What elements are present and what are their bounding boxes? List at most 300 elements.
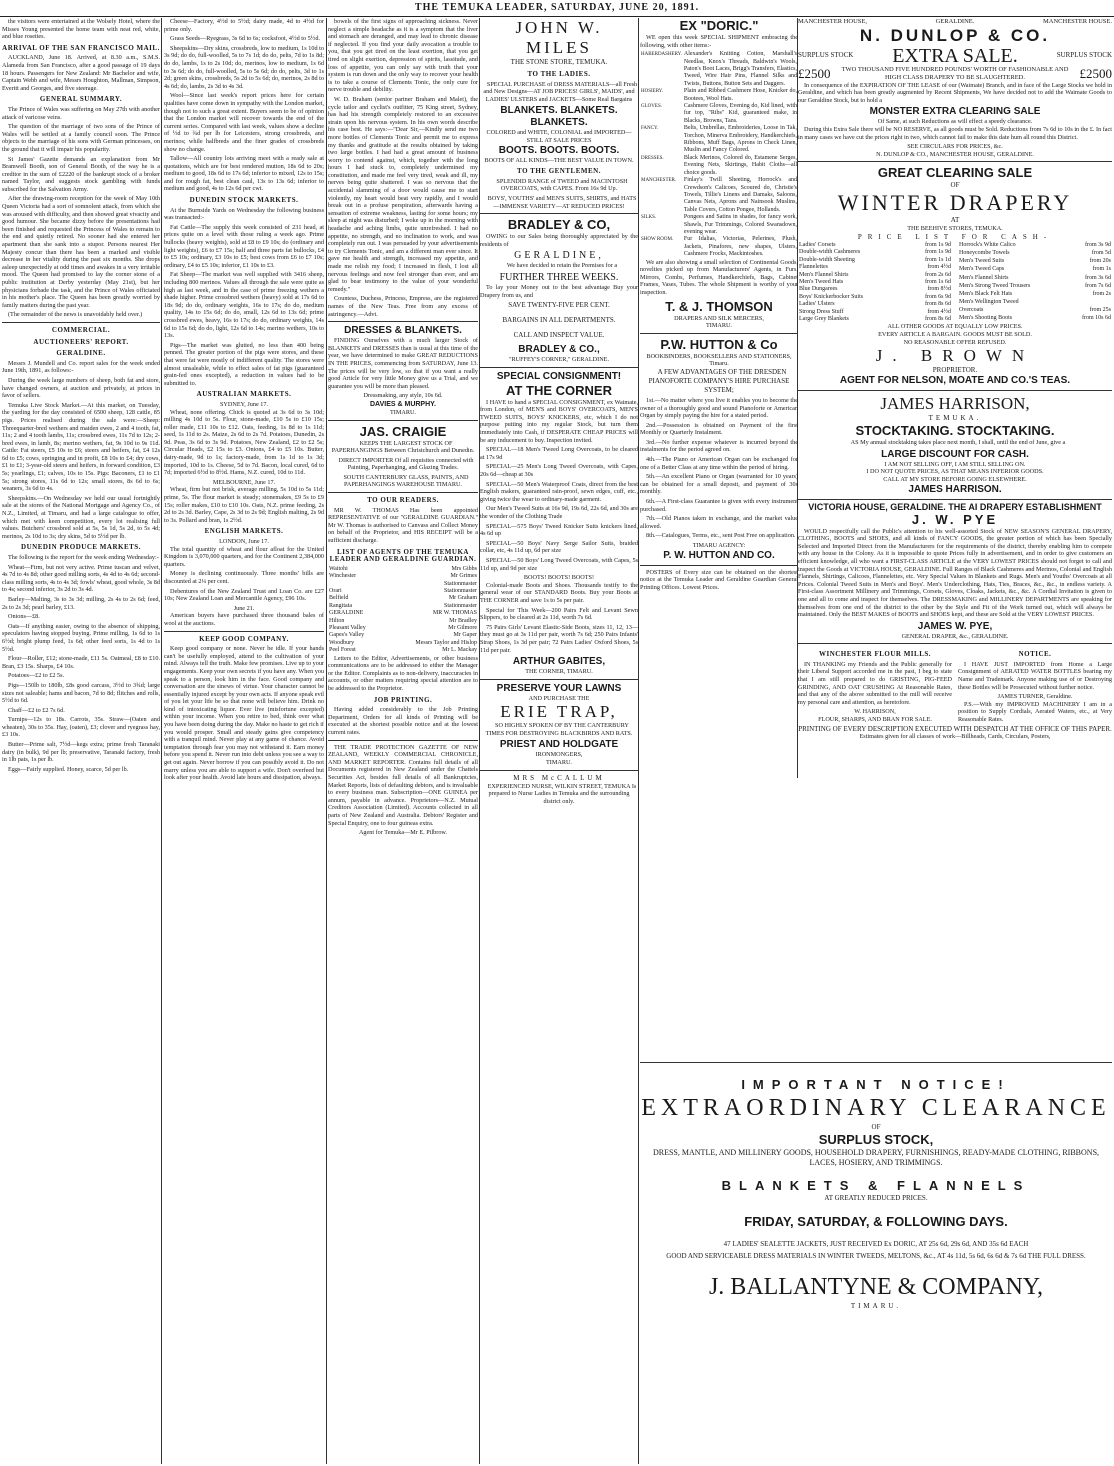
table-row	[640, 125, 798, 155]
stock-heading: DUNEDIN STOCK MARKETS.	[189, 196, 299, 205]
pye-text: WOULD respectfully call the Public's attention to his well-assorted Stock of NEW SEASON'S GENERAL DRAPERY, CLOTHING, BOOTS and SHOES, and all kinds of FANCY GOODS, the greater portion of which has been Specially Selected and Imported Direct from the Manufacturers for the requirements of the district, thereby enabling him to compete with any house in the Colony. As it is impossible to quote Prices fully in advertisement, and in order to give customers an efficient knowledge, all who want a FIRST-CLASS ARTICLE at the VERY LOWEST PRICES should not forget to call and inspect the Goods at VICTORIA HOUSE, GERALDINE. Full Ranges of Black Cashmeres and Merinos, Colonial and English Flannels, Shirtings, Calicoes, Flannelettes, etc. Very Special Values in Blankets and Rugs. Men's and Youths' Overcoats at all Prices. Colonial Tweed Suits in Men's and Boys'. Men's Underclothing, Hats, Ties, Braces, &c., &c., in endless variety. A First-class Assortment Millinery and Trimmings, Corsets, Gloves, Cloaks, Jackets, &c., &c. A Cordial Invitation is given to one and all to come and inspect for themselves. The DRESSMAKING and MILLINERY DEPARTMENTS are speaking for themselves from one end of the district to the other by the Style and Fit of the Work turned out, which will always be maintained. Only the BEST MAKES of BOOTS and SHOES kept, and these are Sold at the VERY LOWEST PRICES.	[798, 527, 1112, 619]
corner-paragraph: Our Men's Tweed Suits at 16s 9d, 19s 6d, 22s 6d, and 30s are the wonder of the Clothing Trade	[480, 505, 638, 520]
mail-text: AUCKLAND, June 18. Arrived, at 8.30 a.m., S.M.S. Alameda from San Francisco, after a good passage of 19 days 18 hours. Passengers for New Zealand: Mr Bachelor and wife, Captain Webb and wife, Messrs Houghton, Mallman, Simpson, Everitt and Georges, and five steerage.	[2, 54, 160, 92]
great-clearing-heading: GREAT CLEARING SALE	[877, 165, 1033, 181]
table-row	[958, 275, 1112, 283]
doric-category: HOSIERY.	[641, 89, 663, 95]
stock-paragraph: At the Burnside Yards on Wednesday the following business was transacted:-	[164, 206, 324, 222]
corner-paragraph: Colonial-made Boots and Shoes. Thousands testify to the general wear of our STANDARD Boots. Buy your Boots at THE CORNER and save 1s to 5s per pair.	[480, 581, 638, 604]
boots-sub: BOOTS OF ALL KINDS—THE BEST VALUE IN TOWN.	[484, 156, 634, 164]
tea-ad: Countess, Duchess, Princess, Empress, are the registered names of the New Teas. Free from any excess of astringency.—Advt.	[328, 295, 478, 318]
intro-text: the visitors were entertained at the Wolsely Hotel, where the Misses Young presented the home team with neat red, white, and blue rosettes.	[2, 18, 160, 41]
gentlemen-heading: TO THE GENTLEMEN.	[517, 167, 601, 176]
ballantyne-ad	[640, 1062, 1112, 1463]
bargain-line: EVERY ARTICLE A BARGAIN. GOODS MUST BE SOLD.	[878, 331, 1032, 338]
corner-paragraph: Special for This Week—200 Pairs Felt and Levant Sewn Slippers, to be cleared at 2s 11d, worth 7s 6d.	[480, 606, 638, 622]
mills-text: IN THANKING my Friends and the Public generally for their Liberal Support accorded me in the past, I beg to state that I am still prepared to do GRISTING, PIG-FEED GRINDING, AND OAT CRUSHING At Reasonable Rates, and that any of the above submitted to the mill will receive my personal care and attention, as heretofore.	[798, 660, 952, 706]
job-heading: JOB PRINTING.	[373, 695, 433, 704]
table-row	[798, 309, 952, 316]
advantage-item: 3rd.—No further expense whatever is incurred beyond the instalments for the period agreed on.	[640, 438, 798, 454]
advantage-item: 5th.—An excellent Piano or Organ (warranted for 10 years) can be obtained for a small deposit, and payment of 30s monthly.	[640, 473, 798, 496]
stock-paragraph: Fat Cattle—The supply this week consisted of 231 head, at prices quite on a level with those ruling a week ago. Prime bullocks (heavy weights), sold at £8 to £9 10s; do (ordinary and light weights), £6 to £7 15s; half and three parts fat bullocks, £4 to £5 10s; ordinary, £3 10s to £5; best cows from £6 to £7 10s; ordinary, £4 to £5 10s; inferior, £1 10s to £3.	[164, 223, 324, 269]
market-paragraph: Sheepskins—Dry skins, crossbreds, low to medium, 1s 10d to 3s 9d; do do, full-woolled, 5s to 7s 1d; do do, pelts, 7d to 1s 8d; do do, lambs, 1s to 2s 10d; do, merinos, low to medium, 1s 6d to 3s 6d; do do, full-woolled, 5s to 5s 6d; do do, pelts, 3d to 1s 2d; green skins, crossbreds, 5s 2d to 5s 6d; do, merinos, 2s 8d to 4s 6d; do, lambs, 2s 3d to 4s 3d.	[164, 44, 324, 90]
hutton-sub: BOOKBINDERS, BOOKSELLERS AND STATIONERS,	[646, 352, 792, 360]
reserve-text: During this Extra Sale there will be NO RESERVE, as all goods must be Sold. Reductions from 7s 6d to 10s in the £. In fact in many cases we have cut the prices right in two, which cannot fail to make this date hum all round this District.	[798, 125, 1112, 141]
company-heading: KEEP GOOD COMPANY.	[199, 634, 289, 643]
at-line: AT	[950, 216, 960, 225]
english-heading: ENGLISH MARKETS.	[204, 527, 284, 536]
price-value: from 4½d	[927, 308, 951, 315]
blankets-sub: COLORED and WHITE, COLONIAL and IMPORTED—STILL AT SALE PRICES	[486, 129, 632, 144]
corner-paragraph: BOOTS! BOOTS! BOOTS!	[523, 574, 595, 582]
readers-text: MR W. THOMAS Has been appointed REPRESENTATIVE of our "GERALDINE GUARDIAN." Mr W. Thomas is authorised to Canvass and Collect Money on behalf of the Proprietor, and HIS RECEIPT will be a sufficient discharge.	[328, 506, 478, 545]
mccallum-name: MRS McCALLUM	[513, 773, 605, 782]
bradley-line: We have decided to retain the Premises for a	[506, 262, 618, 270]
two-thousand: TWO THOUSAND FIVE HUNDRED POUNDS' WORTH OF FASHIONABLE AND HIGH CLASS DRAPERY TO BE SLAUGHTERED.	[841, 66, 1069, 81]
letters-text: Letters to the Editor, Advertisements, or other business communications are to be addressed to either the Manager or the Editor. Complaints as to non-delivery, inaccuracies in accounts, or other matters requiring special attention are to be addressed to the Proprietor.	[328, 654, 478, 693]
corner-paragraph: SPECIAL—50 Boys' Navy Serge Sailor Suits, braided collar, etc, 4s 11d up, 6d per size	[480, 539, 638, 555]
bradley-place: "RUFFEY'S CORNER," GERALDINE.	[508, 356, 610, 364]
doric-heading: EX "DORIC."	[679, 18, 759, 33]
job-text: Having added considerably to the Job Printing Department, Orders for all kinds of Printing will be executed at the shortest possible notice and at the lowest current rates.	[328, 706, 478, 737]
table-row	[958, 283, 1112, 291]
boys-text: BOYS', YOUTHS' and MEN'S SUITS, SHIRTS, and HATS—IMMENSE VARIETY—AT REDUCED PRICES!	[487, 194, 637, 210]
price-list-heading: PRICE LIST FOR CASH-	[857, 232, 1053, 241]
no-offer-line: NO REASONABLE OFFER REFUSED.	[903, 338, 1007, 346]
table-row	[640, 155, 798, 177]
manchester-mid: GERALDINE.	[935, 18, 975, 25]
gabites-place: THE CORNER, TIMARU.	[525, 668, 593, 676]
protection-text: THE TRADE PROTECTION GAZETTE OF NEW ZEALAND, WEEKLY COMMERCIAL CHRONICLE, AND MARKET REPORTER. Contains full details of all Documents registered in New Zealand under the Chattels Securities Act, besides full details of all Bankruptcies, Market Reports, lists of defaulting debtors, and is invaluable to every business man. Subscription—ONE GUINEA per annum, payable in advance. Proprietors—N.Z. Mutual Creditors Association (Limited). Accounts collected in all parts of New Zealand and Australia. Debtors' Register and Special Enquiry, one to four guineas extra.	[328, 743, 478, 827]
agent-place: Gapes's Valley	[329, 632, 365, 639]
stock-text: AS My annual stocktaking takes place next month, I shall, until the end of June, give a	[850, 439, 1066, 447]
corner-heading: AT THE CORNER	[506, 382, 612, 398]
mills-block	[798, 647, 952, 725]
produce-paragraph: Onions—£8.	[8, 613, 40, 621]
doric-goods: Black Merinos, Colored do, Estamene Serges, Evening Nets, Skirtings, Habit Cloths—all choice goods.	[683, 154, 797, 176]
produce-paragraph: Butter—Prime salt, 7½d—kegs extra; prime fresh Taranaki dairy (in bulk), 9d per lb; preservative, Taranaki factory, fresh in 1lb pats, 1s per lb.	[2, 741, 160, 764]
stock-paragraph: Pigs—The market was glutted, no less than 400 being penned. The greater portion of the pigs were stores, and these that were fat were mostly of indifferent quality. The stores were almost unsaleable, while to effect sales of fat pigs (guaranteed grain-fed ones excepted), a reduction in values had to be submitted to.	[164, 341, 324, 387]
divider	[480, 367, 638, 368]
advantage-item: 1st.—No matter where you live it enables you to become the owner of a thoroughly good and sound Pianoforte or American Organ by simply paying the hire for a stated period.	[640, 396, 798, 420]
agent-name: Stationmaster	[444, 602, 477, 609]
price-value: from 2s	[1092, 290, 1111, 297]
summary-paragraph: The Prince of Wales was suffering on May 27th with another attack of varicose veins.	[2, 105, 160, 121]
price-item: Men's Flannel Shirts	[799, 271, 849, 278]
table-row	[640, 103, 798, 125]
english-paragraph: The total quantity of wheat and flour afloat for the United Kingdom is 3,070,000 quarters, and for the Continent 2,384,000 quarters.	[164, 545, 324, 568]
price-value: from 8½d	[927, 286, 951, 293]
doric-category: SHOW ROOM.	[641, 237, 674, 243]
table-row	[328, 632, 478, 639]
auction-paragraph: Temuka Live Stock Market.—At this market, on Tuesday, the yarding for the day consisted of 6500 sheep, 128 cattle, 85 pigs. Prices realised during the sale were:—Sheep: Threequarter-bred wethers and maiden ewes, 2 and 4 tooth, fat, 11s; 2 and 4 tooth lambs, 11s; crossbred ewes, 11s 7d to 12s; 2-bred ewes, in lamb, 8s; merino wethers, fat, 9s 10d to 9s 11d. Cattle: Fat steers, £5 10s to £6; steers and heifers, fat, £4 12s 6d to £5; cows, springing and in profit, £8 10s to £4; dry cows, £1 to £1; 3-year-old steers and heifers, in forward condition, £3 5s; yearlings, £1; calves, 10s to 15s. Pigs: Baconers, £1 to £1 5s; strong stores, 11s 6d to 12s; small stores, 8s 6d to 6s; weaners, 3s 6d to 4s.	[2, 401, 160, 493]
price-value: from 3s 9d	[1085, 241, 1111, 248]
table-row	[798, 272, 952, 279]
dateline: LONDON, June 17.	[219, 538, 269, 545]
agent-place: Belfield	[329, 595, 349, 602]
amount-right: £2500	[1079, 65, 1112, 81]
surplus-left: SURPLUS STOCK	[798, 51, 854, 60]
doric-table	[640, 51, 798, 258]
monster-sub: Of Same, at such Reductions as will effect a speedy clearance.	[877, 118, 1033, 126]
bradley-line: SAVE TWENTY-FIVE PER CENT.	[508, 301, 610, 310]
price-item: Men's Shooting Boots	[959, 315, 1013, 322]
surplus-heading: SURPLUS STOCK,	[818, 1132, 934, 1147]
table-row	[328, 588, 478, 595]
table-row	[640, 236, 798, 258]
miles-name: JOHN W. MILES	[515, 18, 603, 57]
divider	[640, 565, 798, 566]
divider	[798, 499, 1112, 500]
agent-name: Mr Gilmore	[448, 625, 477, 632]
price-value: from 1s 1d	[925, 256, 951, 263]
priest-sub: IRONMONGERS,	[535, 751, 583, 759]
table-row	[798, 301, 952, 308]
auction-subheading: GERALDINE.	[56, 349, 106, 358]
boots-heading: BOOTS. BOOTS. BOOTS.	[498, 144, 620, 156]
price-table-left	[798, 242, 952, 323]
davies-place: TIMARU.	[390, 408, 416, 416]
ladies-heading: TO THE LADIES.	[527, 70, 591, 78]
price-item: Men's Tweed Hats	[799, 278, 844, 285]
corner-paragraph: I HAVE to hand a SPECIAL CONSIGNMENT, ex Waimate, from London, of MEN'S and BOYS' OVERCOATS, MEN'S TWEED SUITS, BOYS' KNICKERS, etc, which I do not purpose putting into my regular Stock, but turn them immediately into Cash, if DESPERATE CHEAP PRICES will be any inducement to buy. Inspection invited.	[480, 398, 638, 444]
market-paragraph: Wool—Since last week's report prices here for certain qualities have come down in sympathy with the London market, though not to such a great extent. Buyers seem to be of opinion that the London market will recover towards the end of the current series. Compared with last week, values show a decline of ½d to ¾d per lb for Leicesters, strong crossbreds, and merinos; while halfbreds and the finer grades of crossbreds show no change.	[164, 92, 324, 153]
erie-text: SO HIGHLY SPOKEN OF BY THE CANTERBURY TIMES FOR DESTROYING BLACKBIRDS AND RATS.	[485, 722, 633, 737]
divider	[480, 679, 638, 680]
manchester-header	[798, 18, 1112, 26]
table-row	[958, 266, 1112, 274]
table-row	[640, 51, 798, 88]
table-row	[958, 258, 1112, 266]
not-quote: I DO NOT QUOTE PRICES, AS THAT MEANS INFERIOR GOODS.	[866, 468, 1044, 476]
divider	[2, 322, 160, 323]
agent-name: Mr Bradley	[449, 617, 477, 624]
bradley-sign: BRADLEY & CO.,	[518, 344, 600, 356]
bradley-line: CALL AND INSPECT VALUE.	[513, 331, 605, 340]
produce-heading: DUNEDIN PRODUCE MARKETS.	[21, 543, 141, 552]
beehive-line: THE BEEHIVE STORES, TEMUKA.	[907, 225, 1003, 233]
dunlop-sign: N. DUNLOP & CO., MANCHESTER HOUSE, GERALDINE.	[876, 150, 1034, 158]
priest-heading: PRIEST AND HOLDGATE	[499, 739, 619, 751]
corner-paragraph: SPECIAL—18 Men's Tweed Long Overcoats, to be cleared at 17s 9d	[480, 446, 638, 461]
table-row	[958, 291, 1112, 299]
australian-paragraph: Wheat, none offering. Chick is quoted at 3s 6d to 3s 10d; milling 4s 10d to 5s. Flour, stone-made, £10 5s to £10 15s; roller made, £11 10s to £12. Oats, feeding, 1s 8d to 1s 11d; seed, 1s 11d to 2s. Maize, 2s 6d to 2s 7d. Potatoes, Dunedin, 2s 9d. Peas, 3s 6d to 3s 9d. Potatoes, New Zealand, £2 to £2 5s; Circular Heads, £2 15s to £3. Onions, £4 to £5 10s. Butter, dairy-made, 9d to 1s; factory-made, from 1s 1d to 1s 3d; imported, 10d to 1s. Cheese, 5d to 7d. Bacon, local cured, 6d to 7d; imported 6½d to 8½d. Hams, N.Z. cured, 10d to 11d.	[164, 408, 324, 477]
price-value: from 1s 9d	[925, 249, 951, 256]
priest-place: TIMARU.	[546, 759, 572, 767]
call-store: CALL AT MY STORE BEFORE GOING ELSEWHERE.	[883, 475, 1027, 483]
australian-paragraph: Wheat, firm but not brisk, average milling, 5s 10d to 5s 11d; prime, 5s. The flour market is steady; stonemakes, £9 5s to £9 15s; roller makes, £10 to £10 10s. Oats, N.Z. prime feeding, 2s 2d to 2s 3d. Barley, Cape, 2s 3d to 2s 9d; English malting, 2s 9d to 3s. Pollard and bran, 1s 2½d.	[164, 486, 324, 524]
divider	[328, 420, 478, 421]
produce-paragraph: Turnips—12s to 18s. Carrots, 35s. Straw—(Oaten and wheaten), 30s to 35s. Hay, (oaten), £3; clover and ryegrass hay, £3 10s.	[2, 716, 160, 739]
doric-goods: Pongees and Satins in shades, for fancy work, Shawls, Fur Trimmings, Colored Swansdown, evening wear.	[683, 214, 797, 235]
thomson-sub: DRAPERS AND SILK MERCERS,	[674, 314, 764, 322]
divider	[480, 213, 638, 214]
price-value: from 20s	[1089, 258, 1111, 265]
ps-text: P.S.—With my IMPROVED MACHINERY I am in a position to Supply Cordials, Aerated Waters, etc., at Very Reasonable Rates.	[958, 700, 1112, 724]
auction-paragraph: During the week large numbers of sheep, both fat and store, have changed owners, at auction and privately, at prices in favor of sellers.	[2, 376, 160, 400]
of-line: OF	[871, 1123, 881, 1131]
price-value: from 10s 6d	[1082, 315, 1111, 322]
table-row	[640, 214, 798, 236]
notice-text: I HAVE JUST IMPORTED from Home a Large Consignment of AERATED WATER BOTTLES bearing my Name and Trademark. Anyone making use of or Destroying these Bottles will be Prosecuted without further notice.	[958, 660, 1112, 691]
agent-place: GERALDINE	[329, 610, 364, 617]
doric-goods: Cashmere Gloves, Evening do, Kid lined, with fur top, "Ribs" Kid, guaranteed make, in Blacks, Browns, Tans.	[683, 103, 797, 124]
table-row	[328, 647, 478, 654]
table-row	[328, 618, 478, 625]
column-ads-left	[328, 18, 478, 1464]
mills-sign: W. HARRISON,	[854, 708, 896, 716]
price-list	[798, 242, 1112, 323]
english-paragraph: Debentures of the New Zealand Trust and Loan Co. are £27 10s; New Zealand Loan and Mercantile Agency, £96 10s.	[164, 587, 324, 603]
advantage-item: 2nd.—Possession is obtained on Payment of the first Monthly or Quarterly Instalment.	[640, 421, 798, 437]
price-item: Ladies' Ulsters	[799, 301, 835, 308]
agency-heading: TIMARU AGENCY:	[692, 542, 746, 549]
stocktaking-heading: STOCKTAKING. STOCKTAKING.	[855, 423, 1055, 439]
dateline: June 21.	[233, 604, 255, 612]
agent-place: Waitohi	[329, 565, 348, 572]
price-value: from 5d	[1091, 250, 1111, 257]
table-row	[328, 603, 478, 610]
bradley-line: To lay your Money out to the best advantage Buy your Drapery from us, and	[480, 283, 638, 299]
table-row	[640, 88, 798, 103]
doric-category: DRESSES.	[641, 155, 664, 161]
bradley-line: GERALDINE,	[514, 250, 604, 262]
corner-paragraph: SPECIAL—575 Boys' Tweed Knicker Suits knickers lined, 4s 6d up	[480, 522, 638, 538]
dateline: MELBOURNE, June 17.	[212, 478, 276, 486]
flour-line: FLOUR, SHARPS, AND BRAN FOR SALE.	[818, 716, 932, 724]
price-item: Honeycombe Towels	[959, 250, 1010, 257]
doric-category: MANCHESTER.	[641, 178, 677, 184]
price-value: from 25s	[1089, 307, 1111, 314]
greatly-line: AT GREATLY REDUCED PRICES.	[824, 1194, 928, 1202]
stock-paragraph: Fat Sheep—The market was well supplied with 3416 sheep, including 800 merinos. Values all through the sale were quite as high as last week, and in the case of prime freezing wethers a shade higher. Prime crossbred wethers (heavy) sold at 17s 6d to 18s 9d; do do, ordinary weights, 16s to 17s; do do, medium quality, 14s to 15s 6d; do do, small, 12s 6d to 13s 6d; prime crossbred ewes, heavy, 16s to 17s; do do, ordinary weights, 14s 6d to 15s 6d; do do, light, 12s 6d to 14s; merino wethers, 10s to 13s.	[164, 271, 324, 340]
pye-name: J. W. PYE	[911, 511, 999, 527]
price-item: Strong Dress Stuff	[799, 308, 844, 315]
other-goods: ALL OTHER GOODS AT EQUALLY LOW PRICES.	[887, 323, 1023, 331]
doric-category: SILKS.	[641, 215, 657, 221]
table-row	[958, 250, 1112, 258]
price-item: Flannelettes	[799, 264, 828, 271]
harrison-name: JAMES HARRISON,	[880, 394, 1030, 414]
bradley-line: OWING to our Sales being thoroughly appreciated by the residents of	[480, 233, 638, 248]
auction-heading: AUCTIONEERS' REPORT.	[33, 337, 129, 346]
divider	[328, 321, 478, 322]
corner-paragraph: SPECIAL—50 Men's Waterproof Coats, direct from the best English makers, guaranteed rain-proof, sewn edges, cuff, etc., giving twice the wear to ordinary-made garment.	[480, 480, 638, 503]
auction-paragraph: Messrs J. Mundell and Co. report sales for the week ended June 19th, 1891, as follows:-	[2, 359, 160, 375]
gabites-name: ARTHUR GABITES,	[512, 656, 606, 668]
printing-line: PRINTING OF EVERY DESCRIPTION EXECUTED WITH DESPATCH AT THE OFFICE OF THIS PAPER.	[798, 724, 1112, 733]
divider	[328, 492, 478, 493]
divider	[798, 390, 1112, 391]
monster-heading: MONSTER EXTRA CLEARING SALE	[869, 106, 1041, 118]
hutton-heading: P.W. HUTTON & Co	[660, 336, 778, 352]
amount-row	[798, 66, 1112, 82]
price-item: Horrock's White Calico	[959, 241, 1016, 248]
price-value	[1066, 299, 1112, 307]
amount-left: £2500	[798, 65, 831, 81]
special-heading: SPECIAL CONSIGNMENT!	[496, 370, 622, 382]
dressmaking-line: Dressmaking, any style, 10s 6d.	[363, 392, 443, 400]
bradley-heading: BRADLEY & CO,	[507, 217, 611, 233]
agency-name: P. W. HUTTON AND CO.	[663, 549, 775, 561]
price-table-right	[958, 242, 1112, 323]
english-paragraph: American buyers have purchased three thousand bales of wool at the auctions.	[164, 612, 324, 627]
thomson-place: TIMARU.	[706, 322, 732, 330]
dateline: SYDNEY, June 17.	[219, 400, 268, 408]
not-selling: I AM NOT SELLING OFF, I AM STILL SELLING ON.	[884, 460, 1026, 468]
mccallum-text: EXPERIENCED NURSE, WILKIN STREET, TEMUKA Is prepared to Nurse Ladies in Temuka and the surrounding district only.	[487, 782, 637, 805]
price-value: from 4½d	[927, 264, 951, 271]
produce-paragraph: Pigs—150lb to 180lb, £8s good carcass, 3½d to 3¾d; large sizes not saleable; hams and bacon, 7d to 8d; flitches and rolls, 5½d to 6d.	[2, 681, 160, 705]
doric-category: GLOVES.	[641, 104, 662, 110]
commercial-heading: COMMERCIAL.	[51, 325, 111, 334]
price-item: Ladies' Corsets	[799, 241, 836, 248]
table-row	[958, 315, 1112, 323]
advantage-item: 4th.—The Piano or American Organ can be exchanged for one of a Better Class at any time within the period of hiring.	[640, 456, 798, 471]
harrison-place: TEMUKA.	[928, 414, 982, 423]
doric-category: FANCY.	[641, 126, 659, 132]
hutton-place: Timaru.	[709, 360, 729, 368]
doric-also: We are also showing a small selection of Continental Goods, novelties picked up from Manufacturers' Agents, in Furs, Mirrors, Combs, Perfumes, Handkerchiefs, Bags, Cabinet Frames, Vases, Tubes. The whole Shipment is worthy of your inspection.	[640, 258, 798, 296]
ladies-text: SPECIAL PURCHASE of DRESS MATERIALS—all Fresh and New Designs—AT JOB PRICES! GIRLS', MAIDS', and LADIES' ULSTERS and JACKETS—Some Real Bargains	[483, 80, 638, 103]
thomson-heading: T. & J. THOMSON	[665, 298, 773, 314]
summary-paragraph: St James' Gazette demands an explanation from Mr Bramwell Booth, son of General Booth, of the way he is a creditor in the sum of £2220 of the bankrupt stock of a broker named Taylor, and suggests stock gambling with funds subscribed for the Salvation Army.	[2, 155, 160, 193]
large-discount: LARGE DISCOUNT FOR CASH.	[881, 448, 1029, 460]
advantages-heading: A FEW ADVANTAGES OF THE DRESDEN PIANOFORTE COMPANY'S HIRE PURCHASE SYSTEM;	[648, 367, 790, 394]
divider	[798, 643, 1112, 644]
doric-goods: Belts, Umbrellas, Embroideries, Loose in Tak, Torchon, Minerva Embroidery, Handkerchiefs, Ribbons, Muff Bags, Aprons in Check Linen, Muslin and Fancy Colored.	[683, 125, 797, 154]
price-item: Blue Dungarees	[799, 286, 838, 293]
produce-paragraph: Eggs—Fairly supplied. Honey, scarce, 5d per lb.	[8, 765, 129, 773]
gentlemen-text: SPLENDID RANGE of TWEED and MACINTOSH OVERCOATS, with CAPES. From 16s 9d Up.	[496, 177, 628, 193]
agent-place: Woodbury	[329, 639, 355, 646]
price-value: from 1s	[1092, 266, 1111, 273]
price-value: from 2s 6d	[925, 271, 951, 278]
doric-goods: Plain and Ribbed Cashmere Hose, Knicker do, Bootees, Wool Hats.	[683, 88, 797, 102]
surplus-right: SURPLUS STOCK	[1056, 51, 1112, 60]
agent-place: Hilton	[329, 617, 345, 624]
advantage-item: 8th.—Catalogues, Terms, etc., sent Post Free on application.	[646, 532, 796, 540]
price-item: Men's Tweed Suits	[959, 258, 1005, 265]
company-paragraph: Keep good company or none. Never be idle. If your hands can't be usefully employed, attend to the cultivation of your mind. Always tell the truth. Make few promises. Live up to your engagements. Keep your own secrets if you have any. When you speak to a person, look him in the face. Good company and conversation are the sinews of virtue. Your character cannot be essentially injured except by your own acts. If anyone speak evil of you let your life be so that none will believe him. Drink no kind of intoxicating liquor. Ever live (misfortune excepted) within your income. When you retire to bed, think over what you have been doing during the day. Make no haste to get rich if you would prosper. Small and steady gains give competency with a tranquil mind. Never play at any game of chance. Avoid temptation through fear you may not withstand it. Earn money before you spend it. Never run into debt unless you see a way to get out again. Never borrow if you can possibly avoid it. Do not marry unless you are able to support a wife. Don't overfeed but look after your health. Avoid late hours and dissipation, always.	[164, 645, 324, 782]
notice-sign: JAMES TURNER, Geraldine.	[997, 693, 1073, 701]
pye-sign: JAMES W. PYE,	[917, 620, 993, 632]
tonic-paragraph: W. D. Braham (senior partner Braham and Malet), the cycle tailor and cyclist's outfitter, 75 King street, Sydney, has had his strength completely restored to an excessive strain upon his nervous system. In his own words describe his case best. He says:—"Dear Sir,—Kindly send me two more bottles of Clements Tonic and permit me to express my thanks and gratitude at the results obtained by taking two large bottles. I had had a great amount of business worry to contend against, which, together with the long hours I had stuck to, completely undermined my constitution, and made me feel very tired, weak and ill, my nerves being quite shattered. I was so nervous that the accidental slamming of a door would cause me to start violently, my heart would beat very rapidly, and I would break out in a profuse perspiration, afterwards having a sensation of extreme weakness, lasting for some hours; my sleep at night was disturbed; I woke up in the morning with headache and aching limbs, quite unrefreshed. I had no appetite, no strength, and no inclination to work, and was completely run out. I was persuaded by your advertisements to try Clements Tonic, and am a different man ever since. It gave me health and strength, increased my appetite, and made me relish my food; I increased in flesh, I lost all nervous feelings and now feel stronger than ever, and am glad to bear testimony to the value of your wonderful remedy."	[328, 95, 478, 293]
mills-notice-row	[798, 647, 1112, 725]
craigie-text: KEEPS THE LARGEST STOCK OF PAPERHANGINGS Between Christchurch and Dunedin.	[331, 439, 475, 455]
table-row	[328, 640, 478, 647]
price-value: from 8s 6d	[925, 316, 951, 322]
auction-paragraph: Sheepskins.—On Wednesday we held our usual fortnightly sale at the stores of the National Mortgage and Agency Co., of N.Z., Limited, at Timaru, and had a large catalogue to offer, which met with keen competition, every lot realising full values. Butchers' crossbred sold at 5s, 5s 1d, 5s 2d, to 5s 4d; merinos, 2s 10d to 3s; dry skins, 5d to 5½d per lb.	[2, 494, 160, 540]
produce-paragraph: Barley—Malting, 3s to 3s 3d; milling, 2s 4s to 2s 6d; feed, 2s to 2s 3d; pearl barley, £13.	[2, 595, 160, 611]
of-line: OF	[950, 181, 960, 190]
divider	[640, 333, 798, 334]
price-item: Double-width Cashmeres	[799, 249, 861, 256]
bradley-line: FURTHER THREE WEEKS.	[499, 271, 619, 283]
doric-goods: Alexander's Knitting Cotton, Marshall's Needlas, Knox's Threads, Baldwin's Wools, Paton's Boot Laces, Brigg's Transfers, Elastics, Tweed, Wire Hair Pins, Flannel Silks and Twists, Buttons, Button Sets and Daggers.	[683, 51, 797, 87]
summary-paragraph: After the drawing-room reception for the week of May 10th Queen Victoria had a sort of somnolent attack, from which she was aroused with difficulty, and then showed great vivacity and good humour. She became dizzy before the presentations had been finished and requested the Princess of Wales to remain to the end and quietly retired. No sooner had she entered her apartment than she sank into a stupor. Persons nearest Her Majesty concur than there has been a marked and visible decrease in her vitality during the past six months. She drops asleep unexpectedly at odd times and awakes in a very irritable mood. The Queen had promised to lay the corner stone of a public institution at Derby yesterday (May 21st), but her physicians forbade the task, and the Prince of Wales officiated in his mother's place. The Queen has been greatly worried by family matters during the past year.	[2, 195, 160, 309]
price-item: Men's Tweed Caps	[959, 266, 1005, 273]
agent-name: Mr L. Mackay	[442, 647, 477, 654]
agent-place: Orari	[329, 588, 342, 595]
produce-paragraph: Flour—Roller, £12; stone-made, £11 5s. Oatmeal, £8 to £10. Bran, £3 15s. Sharps, £4 10s.	[2, 655, 160, 670]
produce-paragraph: Oats—If anything easier, owing to the absence of shipping, speculators having stopped buying. Prime milling, 1s 6d to 1s 6½d; bright plump feed, 1s 6d; other feed sorts, 1s 4d to 1s 5½d.	[2, 622, 160, 653]
australian-heading: AUSTRALIAN MARKETS.	[196, 390, 292, 399]
column-rule	[326, 18, 327, 1464]
produce-paragraph: The following is the report for the week ending Wednesday:-	[8, 554, 159, 561]
dunlop-heading: N. DUNLOP & CO.	[859, 25, 1051, 45]
pye-sub: GENERAL DRAPER, &c., GERALDINE.	[901, 632, 1009, 640]
purchase-line: AND PURCHASE THE	[528, 694, 590, 702]
davies-name: DAVIES & MURPHY.	[370, 400, 436, 408]
ballantyne-name: J. BALLANTYNE & COMPANY,	[708, 1274, 1044, 1300]
victoria-heading: VICTORIA HOUSE, GERALDINE. THE AI DRAPERY ESTABLISHMENT	[808, 501, 1102, 512]
doric-goods: Fur Idalias, Victorias, Pelerines, Plush, Jackets, Pinafores, new shapes, Ulsters, Cashmere Frocks, Mackintoshes.	[683, 236, 797, 258]
table-row	[640, 177, 798, 214]
divider	[798, 161, 1112, 162]
agent-name: Mr Grimes	[450, 573, 477, 580]
corner-paragraph: 75 Pairs Girls' Levant Elastic-Side Boots, sizes 11, 12, 13—they must go at 3s 11d per pair, worth 7s 6d; 250 Pairs Infants' Strap Shoes, 1s 3d per pair; 72 Pairs Ladies' Oxford Shoes, 5s 11d per pair.	[480, 623, 638, 654]
price-value: from 1s 9d	[925, 241, 951, 248]
readers-heading: TO OUR READERS.	[367, 496, 439, 505]
agent-place: Winchester	[329, 573, 357, 580]
table-row	[958, 307, 1112, 315]
agents-heading: LIST OF AGENTS OF THE TEMUKA LEADER AND GERALDINE GUARDIAN.	[329, 547, 477, 564]
brown-agent: AGENT FOR NELSON, MOATE AND CO.'S TEAS.	[839, 375, 1071, 387]
table-row	[328, 566, 478, 573]
tonic-paragraph: bowels of the first signs of approaching sickness. Never neglect a simple headache as it is a symptom that the liver and stomach are deranged, and may lead to chronic disease if neglected. If you find your daily avocation a trouble to you, that you get tired on the least exertion, that you get tired on slight exertion, depression of spirits, lassitude, and loss of appetite, you can only say with truth that your system is run down and the only way to recover your health is to take a course of Clements Tonic, the only cure for nerve trouble and debility.	[328, 18, 478, 94]
agent-place	[328, 581, 385, 588]
corner-paragraph: SPECIAL—50 Boys' Long Tweed Overcoats, with Capes, 5s 11d up, and 9d per size	[480, 556, 638, 572]
craigie-glass: SOUTH CANTERBURY GLASS, PAINTS, AND PAPERHANGINGS WAREHOUSE TIMARU.	[343, 473, 469, 489]
dresses-text: FINDING Ourselves with a much larger Stock of BLANKETS and DRESSES than is usual at this time of the year, we have determined to make GREAT REDUCTIONS IN THE PRICES, commencing from SATURDAY, June 13. The prices will be very low, so that if you want a really good Article for very little Money give us a Trial, and we guarantee you will be more than pleased.	[328, 337, 478, 390]
price-value: from 1s 6d	[925, 278, 951, 285]
table-row	[958, 242, 1112, 250]
estimates-line: Estimates given for all classes of work—Billheads, Cards, Circulars, Posters,	[859, 733, 1051, 741]
price-value: from 8s 6d	[925, 301, 951, 308]
produce-paragraph: Potatoes—£2 to £2 5s.	[8, 672, 65, 680]
agent-name: Mr Graham	[448, 595, 477, 602]
agent-name: Messrs Taylor and Hislop	[415, 639, 477, 646]
market-paragraph: Tallow—All country lots arriving meet with a ready sale at quotations, which are for best rendered mutton, 18s 6d to 20s; medium to good, 18s 6d to 17s 6d; inferior to mixed, 12s to 15s; and for rough fat, best clean caul, 13s to 13s 6d; inferior to medium and good, 4s to 12s 6d per cwt.	[164, 155, 324, 193]
produce-paragraph: Chaff—£2 to £2 7s 6d.	[8, 706, 65, 714]
table-row	[798, 264, 952, 271]
column-rule	[638, 18, 639, 1464]
column-rule	[161, 18, 162, 1464]
jackets-line: 47 LADIES' SEALETTE JACKETS, JUST RECEIVED Ex DORIC, AT 25s 6d, 29s 6d, AND 35s 6d EACH	[723, 1240, 1029, 1248]
column-news	[2, 18, 160, 1464]
price-item: Men's Black Felt Hats	[959, 290, 1013, 297]
summary-heading: GENERAL SUMMARY.	[39, 95, 123, 104]
mills-heading: WINCHESTER FLOUR MILLS.	[818, 650, 932, 659]
table-row	[328, 573, 478, 580]
masthead: THE TEMUKA LEADER, SATURDAY, JUNE 20, 1891.	[0, 0, 1114, 17]
brown-name: J. BROWN	[875, 346, 1035, 366]
brown-sub: PROPRIETOR.	[932, 366, 978, 375]
doric-category: HABERDASHERY.	[641, 52, 682, 58]
divider	[480, 770, 638, 771]
craigie-importer: DIRECT IMPORTER Of all requisites connected with Painting, Paperhanging, and Glazing Trades.	[338, 456, 474, 472]
bradley-line: BARGAINS IN ALL DEPARTMENTS.	[502, 316, 616, 325]
price-value: from 6s 9d	[925, 293, 951, 300]
extra-sale-row	[798, 46, 1112, 66]
table-row	[328, 625, 478, 632]
divider	[164, 631, 324, 632]
miles-sub: THE STONE STORE, TEMUKA.	[510, 58, 608, 66]
blankets-flannels: BLANKETS & FLANNELS	[721, 1178, 1031, 1193]
advantage-item: 7th.—Old Pianos taken in exchange, and the market value allowed.	[640, 515, 798, 530]
agents-table	[328, 566, 478, 655]
